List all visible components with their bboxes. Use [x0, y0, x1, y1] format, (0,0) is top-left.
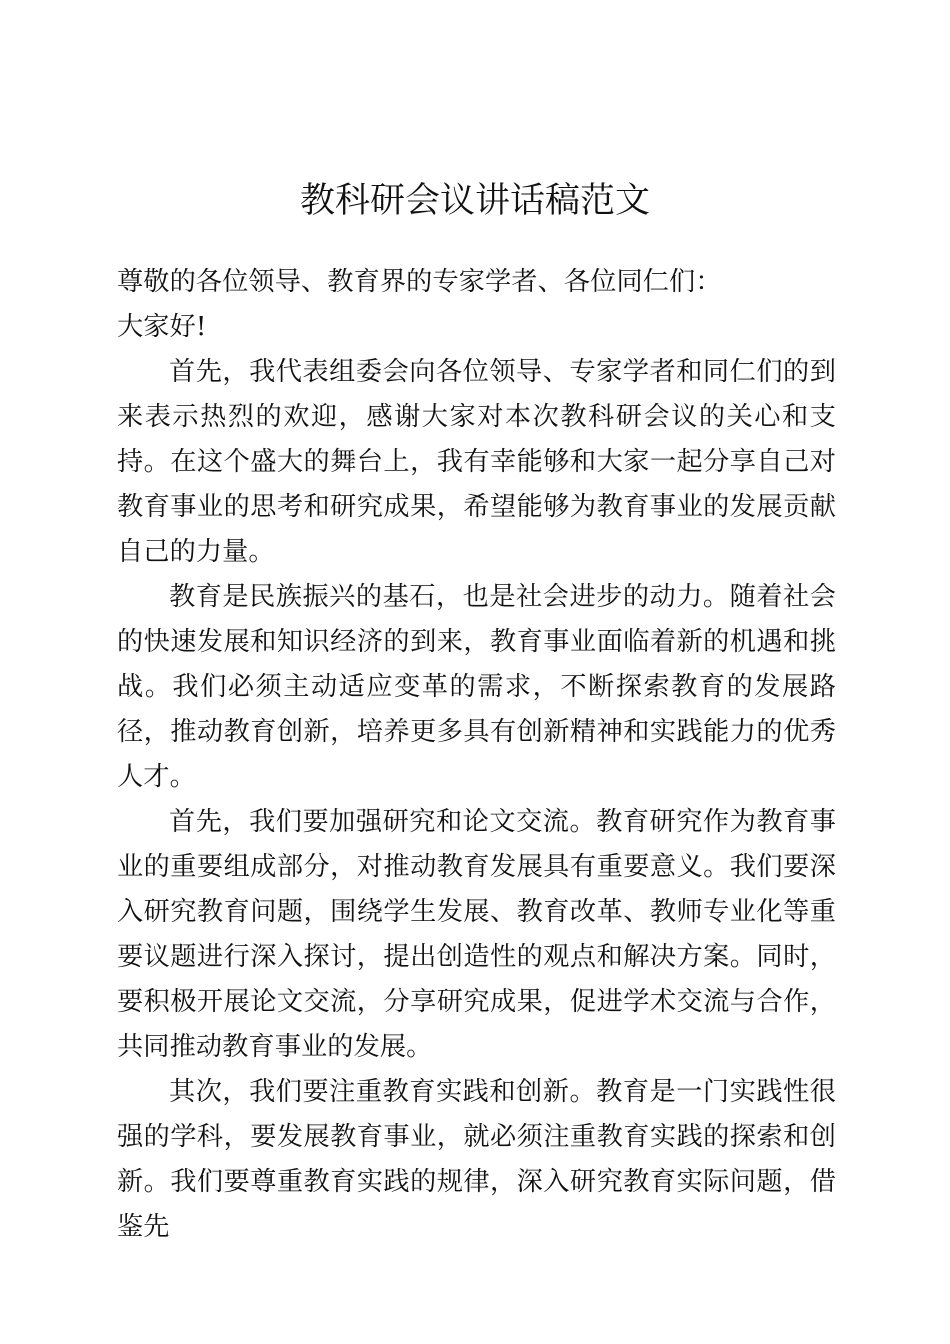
paragraph-welcome: 首先，我代表组委会向各位领导、专家学者和同仁们的到来表示热烈的欢迎，感谢大家对本次教科研会议的关心和支持。在这个盛大的舞台上，我有幸能够和大家一起分享自己对教育事业的思考和研究成果，希望能够为教育事业的发展贡献自己的力量。: [117, 357, 836, 567]
paragraph-greeting: 大家好!: [117, 312, 207, 342]
document-body: [117, 260, 836, 1250]
paragraph-practice-innovation: 其次，我们要注重教育实践和创新。教育是一门实践性很强的学科，要发展教育事业，就必须注重教育实践的探索和创新。我们要尊重教育实践的规律，深入研究教育实际问题，借鉴先: [117, 1077, 836, 1242]
paragraph-research-exchange: 首先，我们要加强研究和论文交流。教育研究作为教育事业的重要组成部分，对推动教育发展具有重要意义。我们要深入研究教育问题，围绕学生发展、教育改革、教师专业化等重要议题进行深入探讨，提出创造性的观点和解决方案。同时，要积极开展论文交流，分享研究成果，促进学术交流与合作，共同推动教育事业的发展。: [117, 807, 836, 1062]
page-title: 教科研会议讲话稿范文: [299, 181, 650, 222]
paragraph-salutation: 尊敬的各位领导、教育界的专家学者、各位同仁们：: [117, 267, 722, 297]
paragraph-education-foundation: 教育是民族振兴的基石，也是社会进步的动力。随着社会的快速发展和知识经济的到来，教育事业面临着新的机遇和挑战。我们必须主动适应变革的需求，不断探索教育的发展路径，推动教育创新，培养更多具有创新精神和实践能力的优秀人才。: [117, 582, 836, 792]
